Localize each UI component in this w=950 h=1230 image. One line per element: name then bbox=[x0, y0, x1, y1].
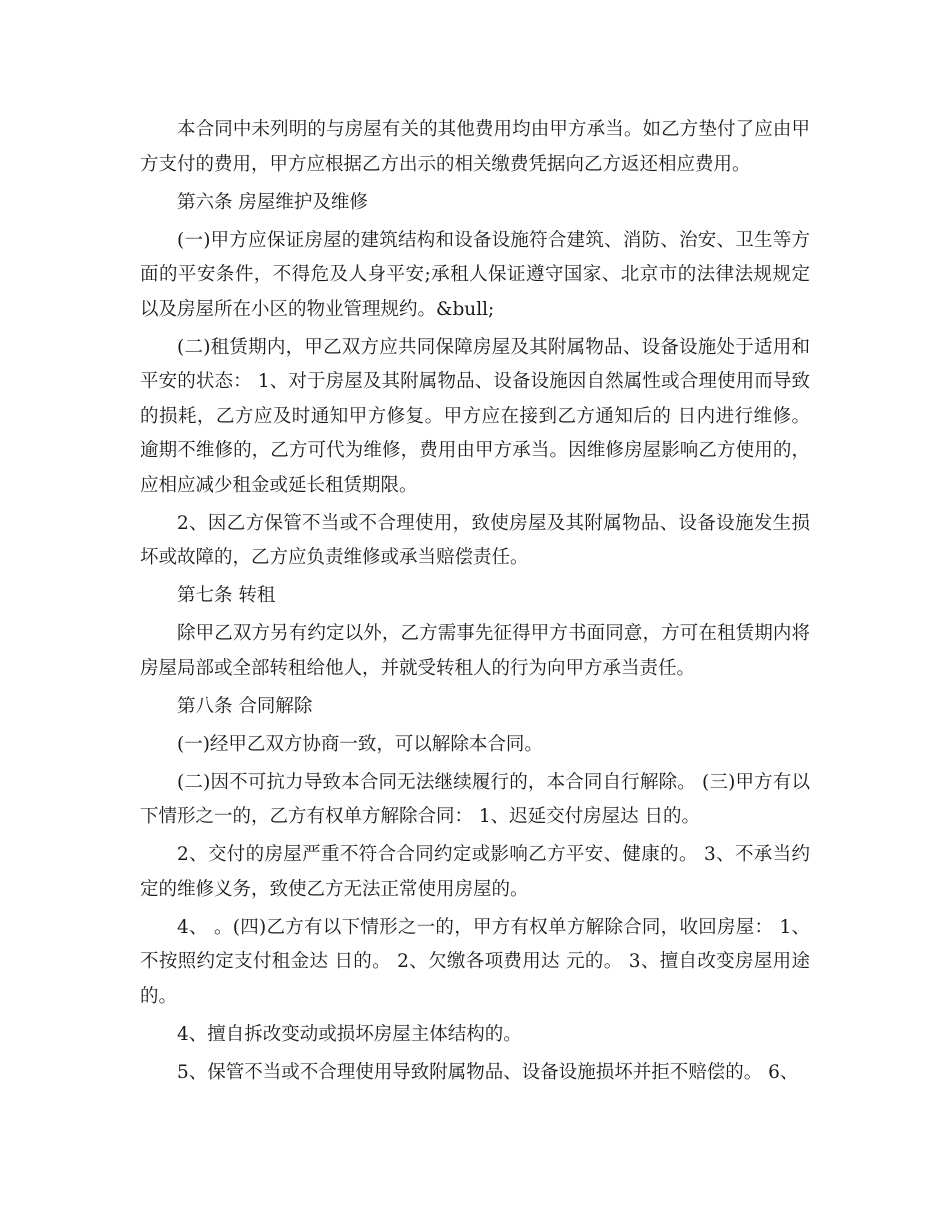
paragraph-fee-clause: 本合同中未列明的与房屋有关的其他费用均由甲方承当。如乙方垫付了应由甲方支付的费用，甲方应根据乙方出示的相关缴费凭据向乙方返还相应费用。 bbox=[140, 119, 810, 175]
paragraph-6-2: (二)租赁期内，甲乙双方应共同保障房屋及其附属物品、设备设施处于适用和平安的状态： 1、对于房屋及其附属物品、设备设施因自然属性或合理使用而导致的损耗，乙方应及时通知甲方修复。甲方应在接到乙方通知后的 日内进行维修。逾期不维修的，乙方可代为维修，费用由甲方承当。因维修房屋影响乙方使用的，应相应减少租金或延长租赁期限。 bbox=[140, 336, 810, 496]
paragraph-7: 除甲乙双方另有约定以外，乙方需事先征得甲方书面同意，方可在租赁期内将房屋局部或全部转租给他人，并就受转租人的行为向甲方承当责任。 bbox=[140, 623, 810, 679]
heading-article-6: 第六条 房屋维护及维修 bbox=[177, 191, 368, 213]
heading-article-7: 第七条 转租 bbox=[177, 585, 276, 606]
paragraph-8-3-item-2: 2、交付的房屋严重不符合合同约定或影响乙方平安、健康的。 3、不承当约定的维修义务，致使乙方无法正常使用房屋的。 bbox=[140, 844, 810, 900]
paragraph-8-4-item-4: 4、擅自拆改变动或损坏房屋主体结构的。 bbox=[177, 1023, 522, 1045]
paragraph-8-1: (一)经甲乙双方协商一致，可以解除本合同。 bbox=[177, 733, 543, 755]
document-page bbox=[140, 113, 810, 1094]
paragraph-8-2: (二)因不可抗力导致本合同无法继续履行的，本合同自行解除。 (三)甲方有以下情形之一的，乙方有权单方解除合同： 1、迟延交付房屋达 日的。 bbox=[140, 771, 810, 827]
paragraph-6-1: (一)甲方应保证房屋的建筑结构和设备设施符合建筑、消防、治安、卫生等方面的平安条件，不得危及人身平安;承租人保证遵守国家、北京市的法律法规规定以及房屋所在小区的物业管理规约。&bull; bbox=[140, 229, 810, 320]
paragraph-8-4: 4、 。(四)乙方有以下情形之一的，甲方有权单方解除合同，收回房屋： 1、不按照约定支付租金达 日的。 2、欠缴各项费用达 元的。 3、擅自改变房屋用途的。 bbox=[140, 916, 810, 1007]
paragraph-8-4-item-5: 5、保管不当或不合理使用导致附属物品、设备设施损坏并拒不赔偿的。 6、 bbox=[177, 1061, 799, 1083]
paragraph-6-2-item-2: 2、因乙方保管不当或不合理使用，致使房屋及其附属物品、设备设施发生损坏或故障的，乙方应负责维修或承当赔偿责任。 bbox=[140, 512, 810, 568]
heading-article-8: 第八条 合同解除 bbox=[177, 695, 313, 717]
